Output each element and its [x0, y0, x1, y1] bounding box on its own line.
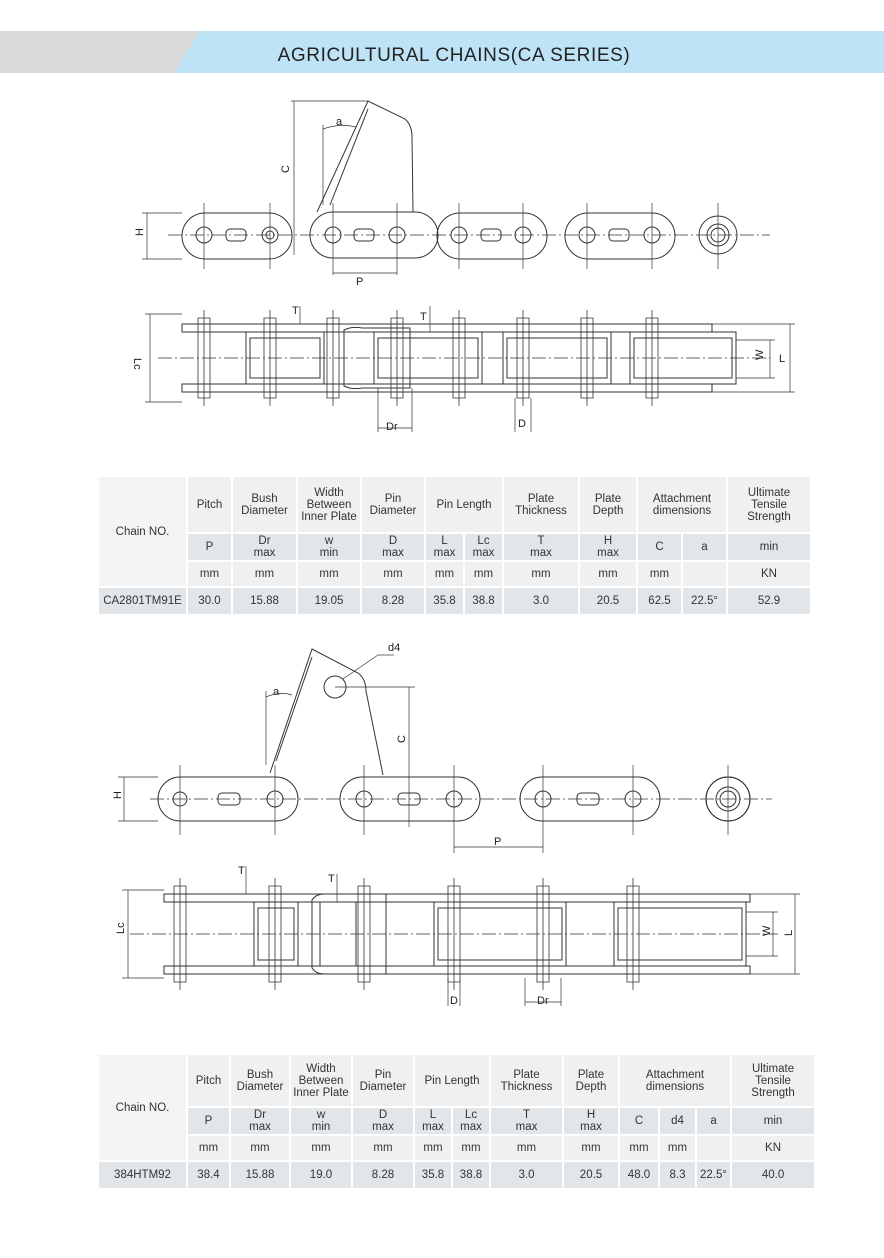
uts-header-2: Ultimate Tensile Strength — [731, 1055, 815, 1107]
unit-w: mm — [297, 561, 361, 587]
pitch-header-2: Pitch — [187, 1055, 230, 1107]
plate-depth-header-2: Plate Depth — [563, 1055, 619, 1107]
unit-p: mm — [187, 561, 232, 587]
value-lc-2: 38.8 — [452, 1161, 490, 1189]
dim-d-label-2: D — [450, 995, 458, 1007]
symbol-d-2: D max — [352, 1107, 414, 1135]
dim-a-label: a — [336, 116, 343, 128]
symbol-l: L max — [425, 533, 464, 561]
unit-kn-2: KN — [731, 1135, 815, 1161]
symbol-c: C — [637, 533, 682, 561]
dim-d4-label: d4 — [388, 642, 401, 654]
width-header: Width Between Inner Plate — [297, 477, 361, 533]
chain1-top-view-drawing — [0, 300, 884, 440]
bush-header-2: Bush Diameter — [230, 1055, 290, 1107]
chain2-top-view-drawing — [0, 860, 884, 1010]
dim-d-label: D — [518, 418, 526, 430]
unit-w-2: mm — [290, 1135, 352, 1161]
value-d: 8.28 — [361, 587, 425, 615]
chain-no-header-2: Chain NO. — [99, 1055, 187, 1161]
value-d4-2: 8.3 — [659, 1161, 696, 1189]
dim-c-label-2: C — [396, 735, 408, 743]
symbol-h-2: H max — [563, 1107, 619, 1135]
chain2-side-view-drawing — [0, 635, 884, 855]
symbol-lc-2: Lc max — [452, 1107, 490, 1135]
unit-dr-2: mm — [230, 1135, 290, 1161]
uts-header: Ultimate Tensile Strength — [727, 477, 811, 533]
unit-d: mm — [361, 561, 425, 587]
bush-header: Bush Diameter — [232, 477, 297, 533]
symbol-min-2: min — [731, 1107, 815, 1135]
dim-p-label-2: P — [494, 836, 502, 848]
unit-l: mm — [425, 561, 464, 587]
value-a-2: 22.5° — [696, 1161, 731, 1189]
chain1-side-view-drawing — [0, 95, 884, 290]
dim-dr-label-2: Dr — [537, 995, 549, 1007]
value-h: 20.5 — [579, 587, 637, 615]
unit-h: mm — [579, 561, 637, 587]
value-dr-2: 15.88 — [230, 1161, 290, 1189]
value-t-2: 3.0 — [490, 1161, 563, 1189]
unit-l-2: mm — [414, 1135, 452, 1161]
dim-dr-label: Dr — [386, 421, 398, 433]
plate-depth-header: Plate Depth — [579, 477, 637, 533]
value-uts-2: 40.0 — [731, 1161, 815, 1189]
value-uts: 52.9 — [727, 587, 811, 615]
dim-lc-label-2: Lc — [115, 922, 127, 934]
dim-lc-label: Lc — [131, 358, 143, 370]
chain-code-2: 384HTM92 — [99, 1161, 187, 1189]
dim-w-label-2: W — [761, 925, 773, 936]
dim-w-label: W — [754, 349, 766, 360]
attachment-header: Attachment dimensions — [637, 477, 727, 533]
pin-length-header: Pin Length — [425, 477, 503, 533]
symbol-p-2: P — [187, 1107, 230, 1135]
value-d-2: 8.28 — [352, 1161, 414, 1189]
plate-thickness-header: Plate Thickness — [503, 477, 579, 533]
chain-no-header: Chain NO. — [99, 477, 187, 587]
value-l-2: 35.8 — [414, 1161, 452, 1189]
dim-t-label-2: T — [420, 311, 427, 323]
symbol-p: P — [187, 533, 232, 561]
page-header — [0, 31, 884, 73]
symbol-lc: Lc max — [464, 533, 503, 561]
value-c-2: 48.0 — [619, 1161, 659, 1189]
unit-d4-2: mm — [659, 1135, 696, 1161]
value-h-2: 20.5 — [563, 1161, 619, 1189]
dim-p-label: P — [356, 276, 364, 288]
dim-l-label: L — [779, 353, 786, 365]
pin-length-header-2: Pin Length — [414, 1055, 490, 1107]
spec-table-1 — [99, 477, 812, 616]
attachment-header-2: Attachment dimensions — [619, 1055, 731, 1107]
value-t: 3.0 — [503, 587, 579, 615]
value-w-2: 19.0 — [290, 1161, 352, 1189]
unit-dr: mm — [232, 561, 297, 587]
unit-t: mm — [503, 561, 579, 587]
value-lc: 38.8 — [464, 587, 503, 615]
unit-d-2: mm — [352, 1135, 414, 1161]
value-dr: 15.88 — [232, 587, 297, 615]
dim-t-label-1: T — [292, 305, 299, 317]
symbol-w-2: w min — [290, 1107, 352, 1135]
unit-c-2: mm — [619, 1135, 659, 1161]
dim-c-label: C — [280, 165, 292, 173]
pin-diameter-header: Pin Diameter — [361, 477, 425, 533]
width-header-2: Width Between Inner Plate — [290, 1055, 352, 1107]
symbol-d4-2: d4 — [659, 1107, 696, 1135]
symbol-l-2: L max — [414, 1107, 452, 1135]
plate-thickness-header-2: Plate Thickness — [490, 1055, 563, 1107]
pin-diameter-header-2: Pin Diameter — [352, 1055, 414, 1107]
symbol-t-2: T max — [490, 1107, 563, 1135]
value-p: 30.0 — [187, 587, 232, 615]
dim-h-label: H — [134, 228, 146, 236]
pitch-header: Pitch — [187, 477, 232, 533]
unit-c: mm — [637, 561, 682, 587]
value-a: 22.5° — [682, 587, 727, 615]
symbol-a: a — [682, 533, 727, 561]
chain-code: CA2801TM91E — [99, 587, 187, 615]
value-p-2: 38.4 — [187, 1161, 230, 1189]
symbol-d: D max — [361, 533, 425, 561]
dim-t-label-4: T — [328, 873, 335, 885]
symbol-dr-2: Dr max — [230, 1107, 290, 1135]
dim-t-label-3: T — [238, 865, 245, 877]
unit-t-2: mm — [490, 1135, 563, 1161]
table-row — [99, 587, 811, 615]
unit-h-2: mm — [563, 1135, 619, 1161]
symbol-c-2: C — [619, 1107, 659, 1135]
dim-h-label-2: H — [112, 791, 124, 799]
table-row — [99, 1161, 815, 1189]
unit-kn: KN — [727, 561, 811, 587]
symbol-h: H max — [579, 533, 637, 561]
symbol-w: w min — [297, 533, 361, 561]
value-l: 35.8 — [425, 587, 464, 615]
symbol-a-2: a — [696, 1107, 731, 1135]
unit-lc: mm — [464, 561, 503, 587]
unit-a — [682, 561, 727, 587]
value-c: 62.5 — [637, 587, 682, 615]
spec-table-2 — [99, 1055, 816, 1190]
symbol-t: T max — [503, 533, 579, 561]
unit-lc-2: mm — [452, 1135, 490, 1161]
value-w: 19.05 — [297, 587, 361, 615]
unit-p-2: mm — [187, 1135, 230, 1161]
symbol-dr: Dr max — [232, 533, 297, 561]
dim-a-label-2: a — [273, 686, 280, 698]
dim-l-label-2: L — [783, 929, 795, 936]
symbol-min: min — [727, 533, 811, 561]
unit-a-2 — [696, 1135, 731, 1161]
page-title: AGRICULTURAL CHAINS(CA SERIES) — [277, 45, 631, 66]
